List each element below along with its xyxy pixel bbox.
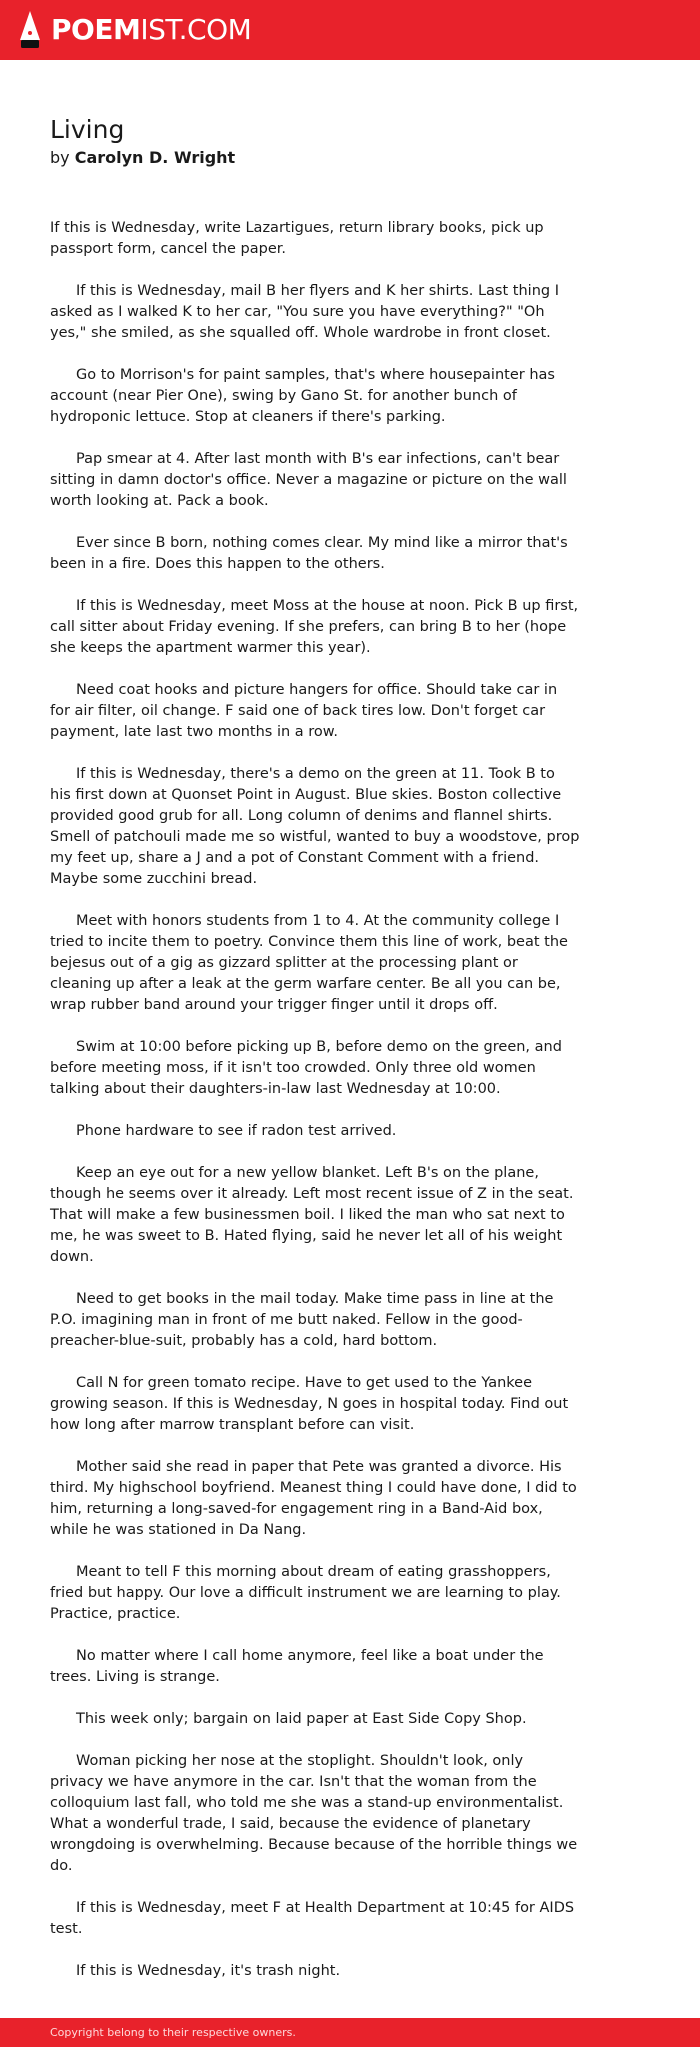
- poem-stanza: This week only; bargain on laid paper at East Side Copy Shop.: [76, 1711, 527, 1727]
- poem-stanza: Keep an eye out for a new yellow blanket. Left B's on the plane, though he seems over it already. Left most recent issue of Z in the seat. That will make a few businessmen boil. I liked the man who sat next to me, he was sweet to B. Hated flying, said he never let all of his weight down.: [50, 1165, 574, 1265]
- poem-stanza: Ever since B born, nothing comes clear. My mind like a mirror that's been in a fire. Does this happen to the others.: [50, 535, 568, 572]
- poem-stanza: Woman picking her nose at the stoplight. Shouldn't look, only privacy we have anymore in the car. Isn't that the woman from the colloquium last fall, who told me she was a stand-up environmentalist. What a wonderful trade, I said, because the evidence of planetary wrongdoing is overwhelming. Because because of the horrible things we do.: [50, 1753, 578, 1874]
- poem-byline: [50, 148, 580, 168]
- pen-nib-icon: [18, 10, 42, 50]
- site-header: [0, 0, 700, 60]
- poem-title: Living: [50, 115, 125, 144]
- poem-stanza: Need coat hooks and picture hangers for office. Should take car in for air filter, oil change. F said one of back tires low. Don't forget car payment, late last two months in a row.: [50, 682, 558, 740]
- poem-author: Carolyn D. Wright: [74, 148, 236, 167]
- byline-label: by: [50, 148, 70, 167]
- poem-stanza: Phone hardware to see if radon test arrived.: [76, 1123, 397, 1139]
- poem-stanza: Need to get books in the mail today. Make time pass in line at the P.O. imagining man in front of me butt naked. Fellow in the good-preacher-blue-suit, probably has a cold, hard bottom.: [50, 1291, 554, 1349]
- poem-stanza: If this is Wednesday, meet Moss at the house at noon. Pick B up first, call sitter about Friday evening. If she prefers, can bring B to her (hope she keeps the apartment warmer this year).: [50, 598, 579, 656]
- site-logo-text: POEMIST.COM: [51, 13, 252, 46]
- poem-stanza: Go to Morrison's for paint samples, that's where housepainter has account (near Pier One), swing by Gano St. for another bunch of hydroponic lettuce. Stop at cleaners if there's parking.: [50, 367, 555, 425]
- site-footer: [0, 2018, 700, 2047]
- poem-body: [50, 218, 580, 1982]
- poem-stanza: Swim at 10:00 before picking up B, before demo on the green, and before meeting moss, if it isn't too crowded. Only three old women talking about their daughters-in-law last Wednesday at 10:00.: [50, 1039, 562, 1097]
- copyright-notice: Copyright belong to their respective owners.: [50, 2026, 296, 2039]
- poem-stanza: Meant to tell F this morning about dream of eating grasshoppers, fried but happy. Our love a difficult instrument we are learning to play. Practice, practice.: [50, 1564, 561, 1622]
- poem-stanza: If this is Wednesday, mail B her flyers and K her shirts. Last thing I asked as I walked K to her car, "You sure you have everything?" "Oh yes," she smiled, as she squalled off. Whole wardrobe in front closet.: [50, 283, 559, 341]
- poem-article: [50, 115, 580, 2003]
- poem-stanza: If this is Wednesday, write Lazartigues, return library books, pick up passport form, cancel the paper.: [50, 220, 544, 257]
- poem-stanza: If this is Wednesday, it's trash night.: [76, 1963, 341, 1979]
- site-logo[interactable]: [18, 10, 251, 50]
- poem-stanza: Call N for green tomato recipe. Have to get used to the Yankee growing season. If this is Wednesday, N goes in hospital today. Find out how long after marrow transplant before can visit.: [50, 1375, 569, 1433]
- poem-stanza: If this is Wednesday, meet F at Health Department at 10:45 for AIDS test.: [50, 1900, 575, 1937]
- poem-stanza: Mother said she read in paper that Pete was granted a divorce. His third. My highschool boyfriend. Meanest thing I could have done, I did to him, returning a long-saved-for engagement ring in a Band-Aid box, while he was stationed in Da Nang.: [50, 1459, 577, 1538]
- poem-stanza: No matter where I call home anymore, feel like a boat under the trees. Living is strange.: [50, 1648, 544, 1685]
- poem-stanza: Meet with honors students from 1 to 4. At the community college I tried to incite them to poetry. Convince them this line of work, beat the bejesus out of a gig as gizzard splitter at the processing plant or cleaning up after a leak at the germ warfare center. Be all you can be, wrap rubber band around your trigger finger until it drops off.: [50, 913, 568, 1013]
- poem-stanza: If this is Wednesday, there's a demo on the green at 11. Took B to his first down at Quonset Point in August. Blue skies. Boston collective provided good grub for all. Long column of denims and flannel shirts. Smell of patchouli made me so wistful, wanted to buy a woodstove, prop my feet up, share a J and a pot of Constant Comment with a friend. Maybe some zucchini bread.: [50, 766, 580, 887]
- poem-stanza: Pap smear at 4. After last month with B's ear infections, can't bear sitting in damn doctor's office. Never a magazine or picture on the wall worth looking at. Pack a book.: [50, 451, 567, 509]
